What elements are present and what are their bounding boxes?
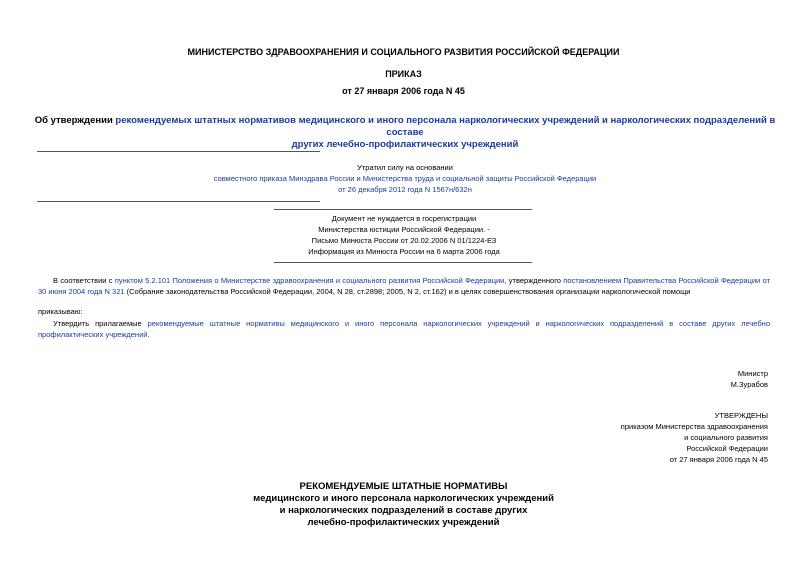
ministry-heading: МИНИСТЕРСТВО ЗДРАВООХРАНЕНИЯ И СОЦИАЛЬНОГО РАЗВИТИЯ РОССИЙСКОЙ ФЕДЕРАЦИИ — [187, 47, 620, 57]
annex-title-line: медицинского и иного персонала наркологических учреждений — [253, 493, 554, 504]
registration-notice — [254, 213, 554, 257]
approval-line: приказом Министерства здравоохранения — [620, 422, 768, 431]
divider — [274, 262, 532, 263]
title-prefix: Об утверждении — [34, 115, 116, 126]
void-notice-link-date[interactable]: от 26 декабря 2012 года N 1567н/632н — [338, 185, 472, 194]
preamble-text: В соответствии с — [53, 276, 115, 285]
preamble-text: , утвержденного — [504, 276, 564, 285]
approval-line: УТВЕРЖДЕНЫ — [714, 411, 768, 420]
signature-name: М.Зурабов — [730, 380, 768, 389]
void-notice — [200, 162, 610, 195]
registration-line: Документ не нуждается в госрегистрации — [331, 214, 477, 223]
title-link[interactable]: рекомендуемых штатных нормативов медицинского и иного персонала наркологических учреждений и наркологических подразделений в составе — [115, 115, 776, 138]
signature — [600, 368, 768, 390]
registration-line: Министерства юстиции Российской Федерации. - — [318, 225, 490, 234]
preamble-text: (Собрание законодательства Российской Федерации, 2004, N 28, ст.2898; 2005, N 2, ст.162) и в целях совершенствования организации наркологической помощи — [124, 287, 691, 296]
annex-title-line: РЕКОМЕНДУЕМЫЕ ШТАТНЫЕ НОРМАТИВЫ — [299, 481, 508, 492]
approval-block — [560, 410, 768, 465]
annex-title — [0, 481, 807, 529]
title-link-cont[interactable]: других лечебно-профилактических учреждений — [291, 139, 519, 150]
divider — [37, 201, 320, 202]
annex-title-line: и наркологических подразделений в составе других — [279, 505, 528, 516]
preamble — [38, 275, 770, 297]
norms-link-cont[interactable]: учреждений — [105, 330, 148, 339]
annex-title-line: лечебно-профилактических учреждений — [307, 517, 500, 528]
resolution-link[interactable]: постановлением Правительства Российской Федерации от 30 июня — [38, 276, 771, 296]
approval-line: от 27 января 2006 года N 45 — [669, 455, 768, 464]
signature-position: Министр — [737, 369, 768, 378]
order-text — [38, 318, 770, 340]
doc-type: ПРИКАЗ — [385, 69, 422, 79]
approval-line: Российской Федерации — [686, 444, 768, 453]
divider — [274, 209, 532, 210]
divider — [37, 151, 320, 152]
void-notice-link[interactable]: совместного приказа Минздрава России и Министерства труда и социальной защиты Российской Федерации — [213, 174, 597, 183]
regulation-link[interactable]: пунктом 5.2.101 Положения о Министерстве здравоохранения и социального развития Российской Федерации — [114, 276, 505, 285]
approval-line: и социального развития — [684, 433, 768, 442]
norms-link[interactable]: рекомендуемые штатные нормативы медицинского и иного персонала наркологических учреждений и наркологических подразделений в составе других лечебно профилактических — [38, 319, 770, 339]
resolution-link-cont[interactable]: 2004 года N 321 — [68, 287, 125, 296]
doc-title — [30, 115, 780, 151]
order-text-part: Утвердить прилагаемые — [53, 319, 148, 328]
order-label: приказываю: — [38, 307, 83, 316]
doc-date-number: от 27 января 2006 года N 45 — [342, 86, 465, 96]
registration-line: Письмо Минюста России от 20.02.2006 N 01/1224-ЕЗ — [311, 236, 497, 245]
void-notice-text: Утратил силу на основании — [357, 163, 453, 172]
order-text-part: . — [147, 330, 150, 339]
registration-line: Информация из Минюста России на 6 марта 2006 года — [308, 247, 500, 256]
